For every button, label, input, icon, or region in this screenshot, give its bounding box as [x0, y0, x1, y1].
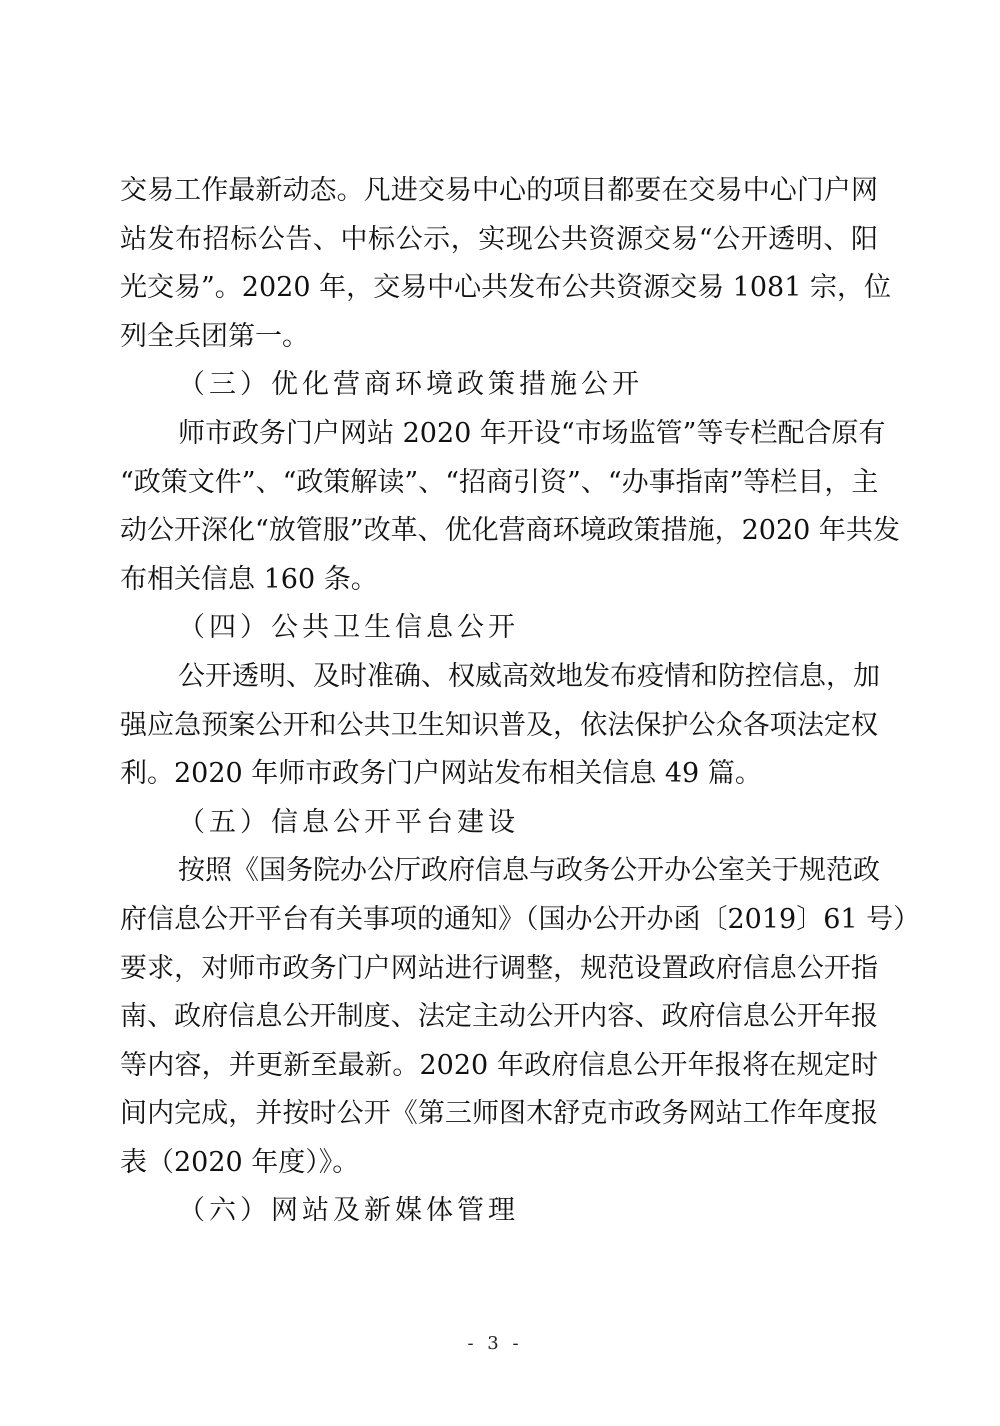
paragraph-line: 交易工作最新动态。凡进交易中心的项目都要在交易中心门户网: [120, 175, 878, 206]
section-heading-6: （六）网站及新媒体管理: [178, 1195, 519, 1227]
paragraph-line: 师市政务门户网站 2020 年开设“市场监管”等专栏配合原有: [178, 417, 886, 449]
paragraph-line: 列全兵团第一。: [120, 320, 309, 352]
paragraph-line: 等内容，并更新至最新。2020 年政府信息公开年报将在规定时: [120, 1049, 878, 1081]
page-number: - 3 -: [467, 1333, 523, 1354]
paragraph-line: 动公开深化“放管服”改革、优化营商环境政策措施，2020 年共发: [120, 515, 900, 547]
paragraph-line: 间内完成，并按时公开《第三师图木舒克市政务网站工作年度报: [120, 1098, 878, 1130]
paragraph-line: “政策文件”、“政策解读”、“招商引资”、“办事指南”等栏目，主: [120, 466, 879, 498]
paragraph-line: 府信息公开平台有关事项的通知》（国办公开办函〔2019〕61 号）: [120, 903, 921, 935]
paragraph-line: 要求，对师市政务门户网站进行调整，规范设置政府信息公开指: [120, 952, 878, 984]
paragraph-line: 强应急预案公开和公共卫生知识普及，依法保护公众各项法定权: [120, 709, 878, 741]
section-heading-3: （三）优化营商环境政策措施公开: [178, 369, 643, 401]
document-body: [120, 167, 921, 1236]
paragraph-line: 表（2020 年度）》。: [120, 1146, 360, 1178]
paragraph-line: 利。2020 年师市政务门户网站发布相关信息 49 篇。: [120, 758, 762, 790]
section-heading-5: （五）信息公开平台建设: [178, 806, 519, 838]
paragraph-line: 按照《国务院办公厅政府信息与政务公开办公室关于规范政: [178, 855, 880, 887]
paragraph-line: 光交易”。2020 年，交易中心共发布公共资源交易 1081 宗，位: [120, 272, 891, 304]
paragraph-line: 布相关信息 160 条。: [120, 563, 378, 595]
paragraph-line: 公开透明、及时准确、权威高效地发布疫情和防控信息，加: [178, 660, 880, 692]
paragraph-line: 站发布招标公告、中标公示，实现公共资源交易“公开透明、阳: [120, 223, 878, 255]
paragraph-line: 南、政府信息公开制度、法定主动公开内容、政府信息公开年报: [120, 1001, 878, 1033]
section-heading-4: （四）公共卫生信息公开: [178, 612, 519, 644]
